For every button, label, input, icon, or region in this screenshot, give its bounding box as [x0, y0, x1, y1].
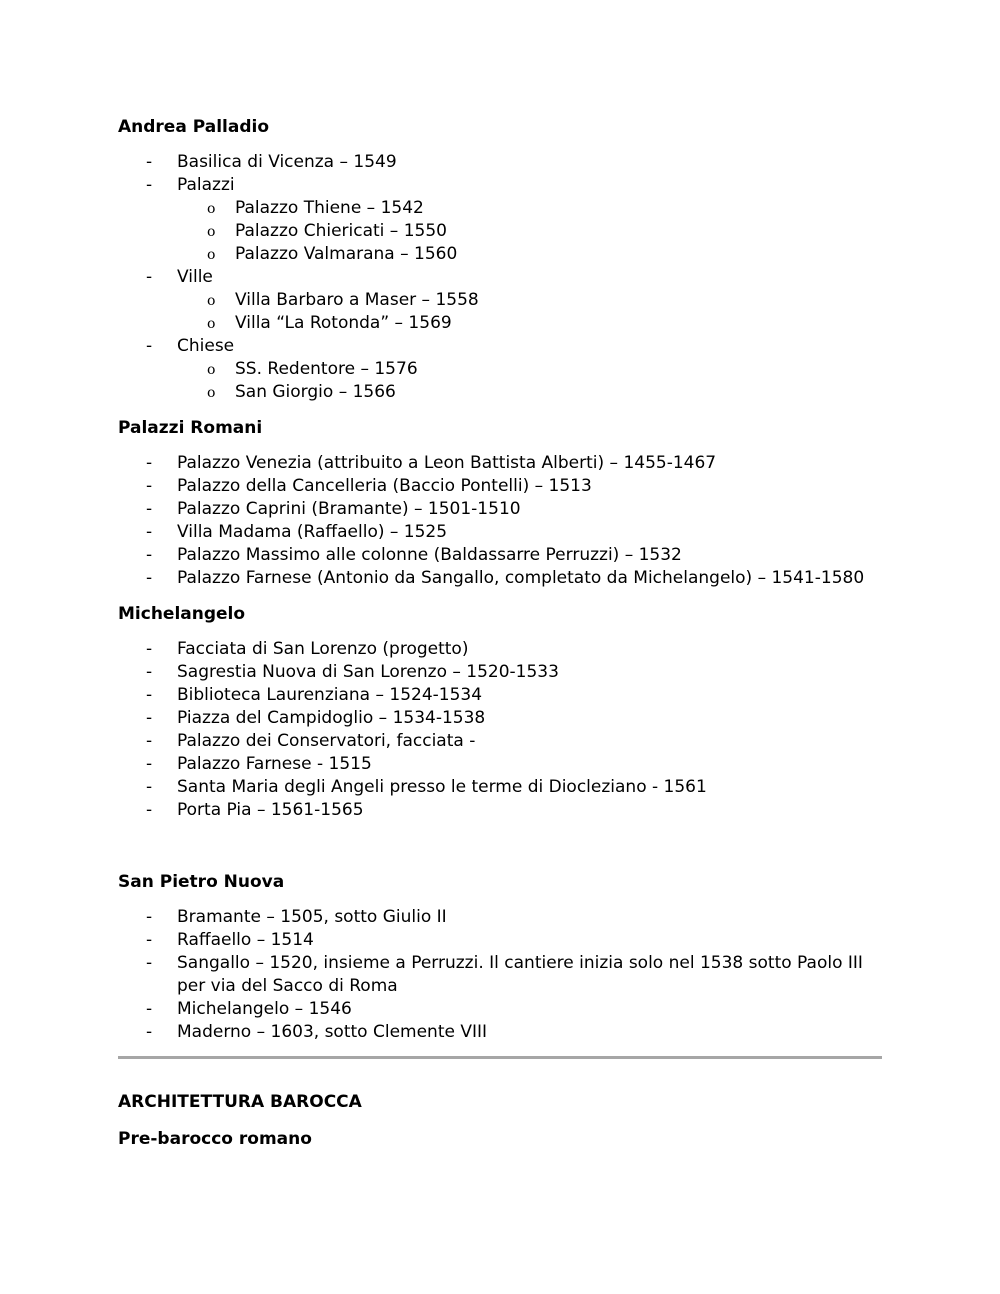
sublist-item: o Palazzo Valmarana – 1560 — [177, 243, 882, 266]
dash-marker: - — [146, 453, 153, 473]
list-item: - Piazza del Campidoglio – 1534-1538 — [146, 708, 486, 728]
list-item: - Bramante – 1505, sotto Giulio II — [146, 907, 447, 927]
palazzi-romani-list — [118, 452, 882, 590]
section-heading-michelangelo: Michelangelo — [118, 604, 246, 624]
dash-marker: - — [146, 930, 153, 950]
dash-marker: - — [146, 662, 153, 682]
section-heading-architettura-barocca: ARCHITETTURA BAROCCA — [118, 1092, 362, 1112]
dash-marker: - — [146, 152, 153, 172]
dash-marker: - — [146, 754, 153, 774]
list-item: - Palazzo Massimo alle colonne (Baldassarre Perruzzi) – 1532 — [146, 545, 682, 565]
list-item: - Villa Madama (Raffaello) – 1525 — [146, 522, 448, 542]
list-item: - Palazzo dei Conservatori, facciata - — [146, 731, 476, 751]
dash-marker: - — [146, 953, 153, 973]
san-pietro-list — [118, 906, 882, 1044]
sublist-item: o San Giorgio – 1566 — [177, 381, 882, 404]
dash-marker: - — [146, 731, 153, 751]
list-item: - Basilica di Vicenza – 1549 — [146, 152, 397, 172]
list-item: - Palazzo della Cancelleria (Baccio Pontelli) – 1513 — [146, 476, 592, 496]
dash-marker: - — [146, 545, 153, 565]
dash-marker: - — [146, 685, 153, 705]
list-item: - Santa Maria degli Angeli presso le terme di Diocleziano - 1561 — [146, 777, 707, 797]
sublist-palazzi — [177, 197, 882, 266]
list-item: - Palazzo Caprini (Bramante) – 1501-1510 — [146, 499, 521, 519]
list-item: - Palazzo Farnese - 1515 — [146, 754, 372, 774]
list-item: - Biblioteca Laurenziana – 1524-1534 — [146, 685, 483, 705]
list-item: - Maderno – 1603, sotto Clemente VIII — [146, 1022, 488, 1042]
michelangelo-list — [118, 638, 882, 822]
dash-marker: - — [146, 175, 153, 195]
list-item: - Raffaello – 1514 — [146, 930, 314, 950]
circle-bullet-icon: o — [207, 362, 216, 378]
palladio-list — [118, 151, 882, 404]
dash-marker: - — [146, 907, 153, 927]
sublist-ville — [177, 289, 882, 335]
dash-marker: - — [146, 476, 153, 496]
sublist-item: o Villa Barbaro a Maser – 1558 — [177, 289, 882, 312]
dash-marker: - — [146, 522, 153, 542]
dash-marker: - — [146, 639, 153, 659]
circle-bullet-icon: o — [207, 201, 216, 217]
list-item: - Chiese o SS. Redentore – 1576 o San Giorgio – 1566 — [118, 335, 882, 404]
circle-bullet-icon: o — [207, 247, 216, 263]
dash-marker: - — [146, 800, 153, 820]
circle-bullet-icon: o — [207, 316, 216, 332]
dash-marker: - — [146, 708, 153, 728]
list-item: - Michelangelo – 1546 — [146, 999, 352, 1019]
section-heading-palazzi-romani: Palazzi Romani — [118, 418, 263, 438]
sublist-item: o SS. Redentore – 1576 — [177, 358, 882, 381]
circle-bullet-icon: o — [207, 385, 216, 401]
blank-paragraph — [118, 835, 882, 871]
dash-marker: - — [146, 267, 153, 287]
sublist-chiese — [177, 358, 882, 404]
list-item: - Ville o Villa Barbaro a Maser – 1558 o Villa “La Rotonda” – 1569 — [118, 266, 882, 335]
section-heading-san-pietro: San Pietro Nuova — [118, 872, 285, 892]
horizontal-divider — [118, 1056, 882, 1059]
list-item: - Facciata di San Lorenzo (progetto) — [146, 639, 469, 659]
dash-marker: - — [146, 777, 153, 797]
list-item: - Sagrestia Nuova di San Lorenzo – 1520-1533 — [146, 662, 559, 682]
section-heading-palladio: Andrea Palladio — [118, 117, 270, 137]
dash-marker: - — [146, 568, 153, 588]
list-item: - Palazzo Farnese (Antonio da Sangallo, completato da Michelangelo) – 1541-1580 — [146, 568, 865, 588]
circle-bullet-icon: o — [207, 293, 216, 309]
dash-marker: - — [146, 336, 153, 356]
list-item: - Palazzi o Palazzo Thiene – 1542 o Palazzo Chiericati – 1550 o Palazzo Valmarana – 1560 — [118, 174, 882, 266]
subheading-pre-barocco: Pre-barocco romano — [118, 1129, 312, 1149]
sublist-item: o Palazzo Thiene – 1542 — [177, 197, 882, 220]
sublist-item: o Palazzo Chiericati – 1550 — [177, 220, 882, 243]
document-page — [118, 116, 882, 1151]
list-item: - Porta Pia – 1561-1565 — [146, 800, 364, 820]
list-item: - Palazzo Venezia (attribuito a Leon Battista Alberti) – 1455-1467 — [146, 453, 717, 473]
dash-marker: - — [146, 1022, 153, 1042]
dash-marker: - — [146, 999, 153, 1019]
circle-bullet-icon: o — [207, 224, 216, 240]
sublist-item: o Villa “La Rotonda” – 1569 — [177, 312, 882, 335]
dash-marker: - — [146, 499, 153, 519]
list-item: - Sangallo – 1520, insieme a Perruzzi. Il cantiere inizia solo nel 1538 sotto Paolo III per via del Sacco di Roma — [146, 953, 863, 996]
